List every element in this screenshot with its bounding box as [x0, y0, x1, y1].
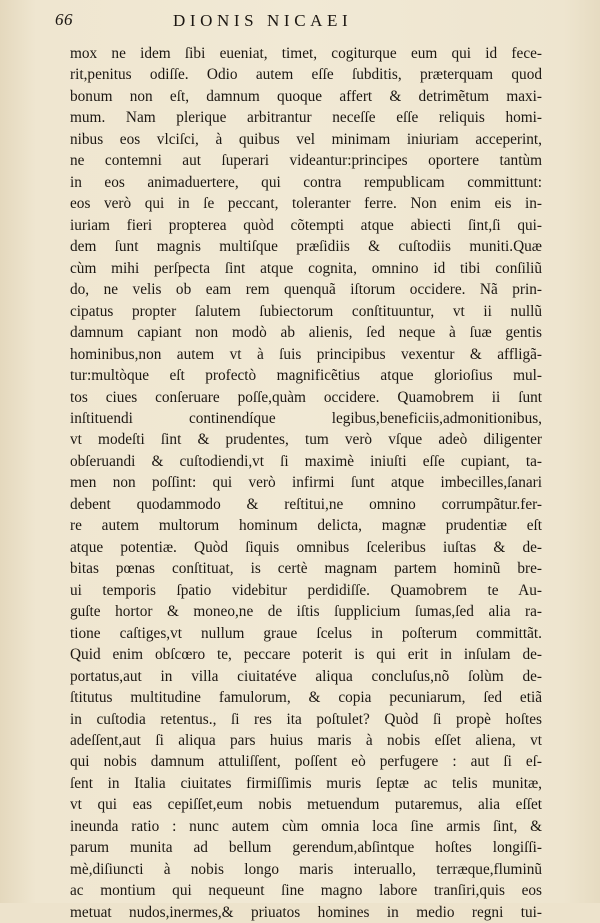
- text-line: bitas pœnas conſtituat, is certè magnam partem hominũ bre-: [70, 560, 542, 578]
- text-line: men non poſſint: qui verò infirmi ſunt atque imbecilles,ſanari: [70, 474, 542, 492]
- text-line: portatus,aut in villa ciuitatéve aliqua concluſus,nõ ſolùm de-: [70, 667, 542, 685]
- text-line: in eos animaduertere, qui contra rempublicam committunt:: [70, 173, 542, 191]
- text-line: ſtitutus multitudine famulorum, & copia pecuniarum, ſed etiã: [70, 689, 542, 707]
- text-line: ineunda ratio : nunc autem cùm omnia loca ſine armis ſint, &: [70, 817, 542, 835]
- text-line: tos ciues conſeruare poſſe,quàm occidere. Quamobrem ii ſunt: [70, 388, 542, 406]
- text-line: in cuſtodia retentus., ſi res ita poſtulet? Quòd ſi propè hoſtes: [70, 710, 542, 728]
- text-line: hominibus,non autem vt à ſuis principibus vexentur & affligã-: [70, 345, 542, 363]
- text-line: ui temporis ſpatio videbitur perdidiſſe. Quamobrem te Au-: [70, 581, 542, 599]
- running-title: DIONIS NICAEI: [173, 11, 353, 30]
- text-line: cùm mihi perſpecta ſint atque cognita, omnino id tibi conſiliũ: [70, 259, 542, 277]
- text-line: metuat nudos,inermes,& priuatos homines in medio regni tui-: [70, 903, 542, 921]
- text-line: Quid enim obſcœro te, peccare poterit is qui erit in inſulam de-: [70, 646, 542, 664]
- text-line: mox ne idem ſibi eueniat, timet, cogiturque eum qui id fece-: [70, 45, 542, 62]
- text-line: do, ne velis ob eam rem quenquã iſtorum occidere. Nã prin-: [70, 281, 542, 299]
- text-line: inſtituendi continendíque legibus,beneficiis,admonitionibus,: [70, 409, 542, 427]
- text-line: iuriam fieri propterea quòd cõtempti atque abiecti ſint,ſi qui-: [70, 216, 542, 234]
- text-line: re autem multorum hominum delicta, magnæ prudentiæ eſt: [70, 517, 542, 535]
- text-line: bonum non eſt, damnum quoque affert & detrimẽtum maxi-: [70, 87, 542, 105]
- text-line: rit,penitus odiſſe. Odio autem eſſe ſubditis, præterquam quod: [70, 66, 542, 84]
- text-line: debent quodammodo & reſtitui,ne omnino corrumpãtur.fer-: [70, 495, 542, 513]
- text-line: dem ſunt magnis multiſque præſidiis & cuſtodiis muniti.Quæ: [70, 238, 542, 256]
- text-line: ſent in Italia ciuitates firmiſſimis muris ſeptæ ac telis munitæ,: [70, 774, 542, 792]
- text-line: tur:multòque eſt profectò magnificẽtius atque glorioſius mul-: [70, 367, 542, 385]
- text-line: cipatus propter ſalutem ſubiectorum conſtituuntur, vt ii nullũ: [70, 302, 542, 320]
- text-line: nibus eos vlciſci, à quibus vel minimam iniuriam acceperint,: [70, 130, 542, 148]
- text-line: atque potentiæ. Quòd ſiquis omnibus ſceleribus iuſtas & de-: [70, 538, 542, 556]
- text-line: damnum capiant non modò ab alienis, ſed neque à ſuæ gentis: [70, 324, 542, 342]
- text-line: ac montium qui nequeunt ſine magno labore tranſiri,quis eos: [70, 882, 542, 900]
- running-head: [55, 10, 543, 34]
- text-line: tione caſtiges,vt nullum graue ſcelus in poſterum committãt.: [70, 624, 542, 642]
- text-line: vt modeſti ſint & prudentes, tum verò vſque adeò diligenter: [70, 431, 542, 449]
- text-line: adeſſent,aut ſi aliqua pars huius maris à nobis eſſet aliena, vt: [70, 732, 542, 749]
- text-line: mè,diſiuncti à nobis longo maris interuallo, terræque,fluminũ: [70, 860, 542, 878]
- text-line: guſte hortor & moneo,ne de iſtis ſupplicium ſumas,ſed alia ra-: [70, 603, 542, 621]
- text-line: qui nobis damnum attuliſſent, poſſent eò perfugere : aut ſi eſ-: [70, 753, 542, 771]
- page-number: 66: [55, 10, 73, 29]
- text-block: [70, 43, 542, 923]
- text-line: parum munita ad bellum gerendum,abſintque hoſtes longiſſi-: [70, 839, 542, 857]
- text-line: vt qui eas cepiſſet,eum nobis metuendum putaremus, alia eſſet: [70, 796, 542, 814]
- text-line: eos verò qui in ſe peccant, toleranter ferre. Non enim eis in-: [70, 195, 542, 213]
- text-line: ne contemni aut ſuperari videantur:principes oportere tantùm: [70, 152, 542, 170]
- text-line: mum. Nam plerique arbitrantur neceſſe eſſe reliquis homi-: [70, 109, 542, 127]
- text-line: obſeruandi & cuſtodiendi,vt ſi maximè iniuſti eſſe cupiant, ta-: [70, 452, 542, 470]
